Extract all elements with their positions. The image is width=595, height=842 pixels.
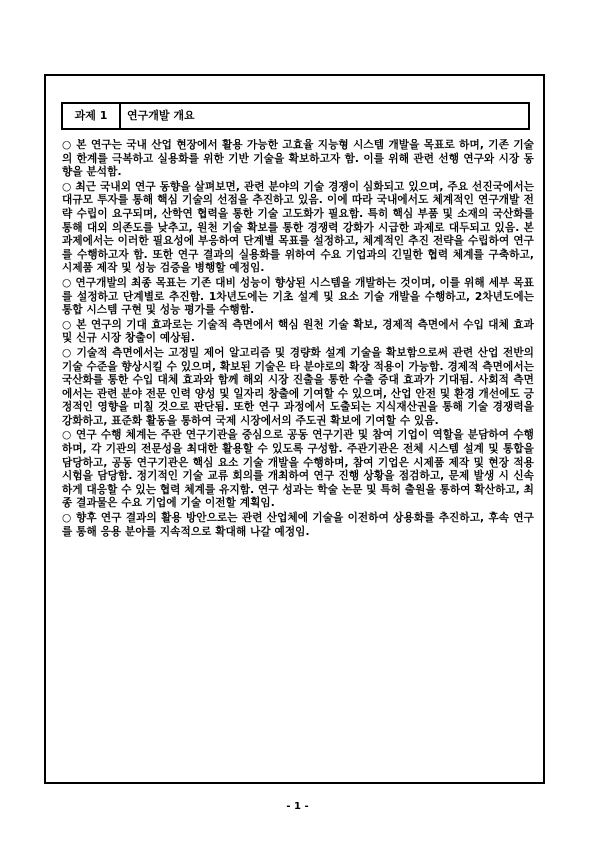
page-number: - 1 - [286, 801, 309, 812]
section-title: 연구개발 개요 [127, 109, 195, 122]
paragraph-2: ○ 최근 국내외 연구 동향을 살펴보면, 관련 분야의 기술 경쟁이 심화되고 있으며, 주요 선진국에서는 대규모 투자를 통해 핵심 기술의 선점을 추진하고 있음. 이에 따라 국내에서도 체계적인 연구개발 전략 수립이 요구되며, 산학연 협력을 통한 기술 고도화가 필요함. 특히 핵심 부품 및 소재의 국산화를 통해 대외 의존도를 낮추고, 원천 기술 확보를 통한 경쟁력 강화가 시급한 과제로 대두되고 있음. 본 과제에서는 이러한 필요성에 부응하여 단계별 목표를 설정하고, 체계적인 추진 전략을 수립하여 연구를 수행하고자 함. 또한 연구 결과의 실용화를 위하여 수요 기업과의 긴밀한 협력 체계를 구축하고, 시제품 제작 및 성능 검증을 병행할 예정임. [62, 180, 534, 275]
section-number: 과제 1 [63, 104, 121, 128]
paragraph-1: ○ 본 연구는 국내 산업 현장에서 활용 가능한 고효율 지능형 시스템 개발을 목표로 하며, 기존 기술의 한계를 극복하고 실용화를 위한 기반 기술을 확보하고자 함. 이를 위해 관련 선행 연구와 시장 동향을 분석함. [62, 139, 534, 179]
document-body [62, 139, 534, 765]
paragraph-5: ○ 기술적 측면에서는 고정밀 제어 알고리즘 및 경량화 설계 기술을 확보함으로써 관련 산업 전반의 기술 수준을 향상시킬 수 있으며, 확보된 기술은 타 분야로의 확장 적용이 가능함. 경제적 측면에서는 국산화를 통한 수입 대체 효과와 함께 해외 시장 진출을 통한 수출 증대 효과가 기대됨. 사회적 측면에서는 관련 분야 전문 인력 양성 및 일자리 창출에 기여할 수 있으며, 산업 안전 및 환경 개선에도 긍정적인 영향을 미칠 것으로 판단됨. 또한 연구 과정에서 도출되는 지식재산권을 통해 기술 경쟁력을 강화하고, 표준화 활동을 통하여 국제 시장에서의 주도권 확보에 기여할 수 있음. [62, 346, 534, 427]
paragraph-6: ○ 연구 수행 체계는 주관 연구기관을 중심으로 공동 연구기관 및 참여 기업이 역할을 분담하여 수행하며, 각 기관의 전문성을 최대한 활용할 수 있도록 구성함. 주관기관은 전체 시스템 설계 및 통합을 담당하고, 공동 연구기관은 핵심 요소 기술 개발을 수행하며, 참여 기업은 시제품 제작 및 현장 적용 시험을 담당함. 정기적인 기술 교류 회의를 개최하여 연구 진행 상황을 점검하고, 문제 발생 시 신속하게 대응할 수 있는 협력 체계를 유지함. 연구 성과는 학술 논문 및 특허 출원을 통하여 확산하고, 최종 결과물은 수요 기업에 기술 이전할 계획임. [62, 429, 534, 510]
paragraph-3: ○ 연구개발의 최종 목표는 기존 대비 성능이 향상된 시스템을 개발하는 것이며, 이를 위해 세부 목표를 설정하고 단계별로 추진함. 1차년도에는 기초 설계 및 요소 기술 개발을 수행하고, 2차년도에는 통합 시스템 구현 및 성능 평가를 수행함. [62, 276, 534, 317]
paragraph-4: ○ 본 연구의 기대 효과로는 기술적 측면에서 핵심 원천 기술 확보, 경제적 측면에서 수입 대체 효과 및 신규 시장 창출이 예상됨. [62, 318, 534, 345]
paragraph-7: ○ 향후 연구 결과의 활용 방안으로는 관련 산업체에 기술을 이전하여 상용화를 추진하고, 후속 연구를 통해 응용 분야를 지속적으로 확대해 나갈 예정임. [62, 512, 534, 538]
section-header [61, 102, 530, 130]
